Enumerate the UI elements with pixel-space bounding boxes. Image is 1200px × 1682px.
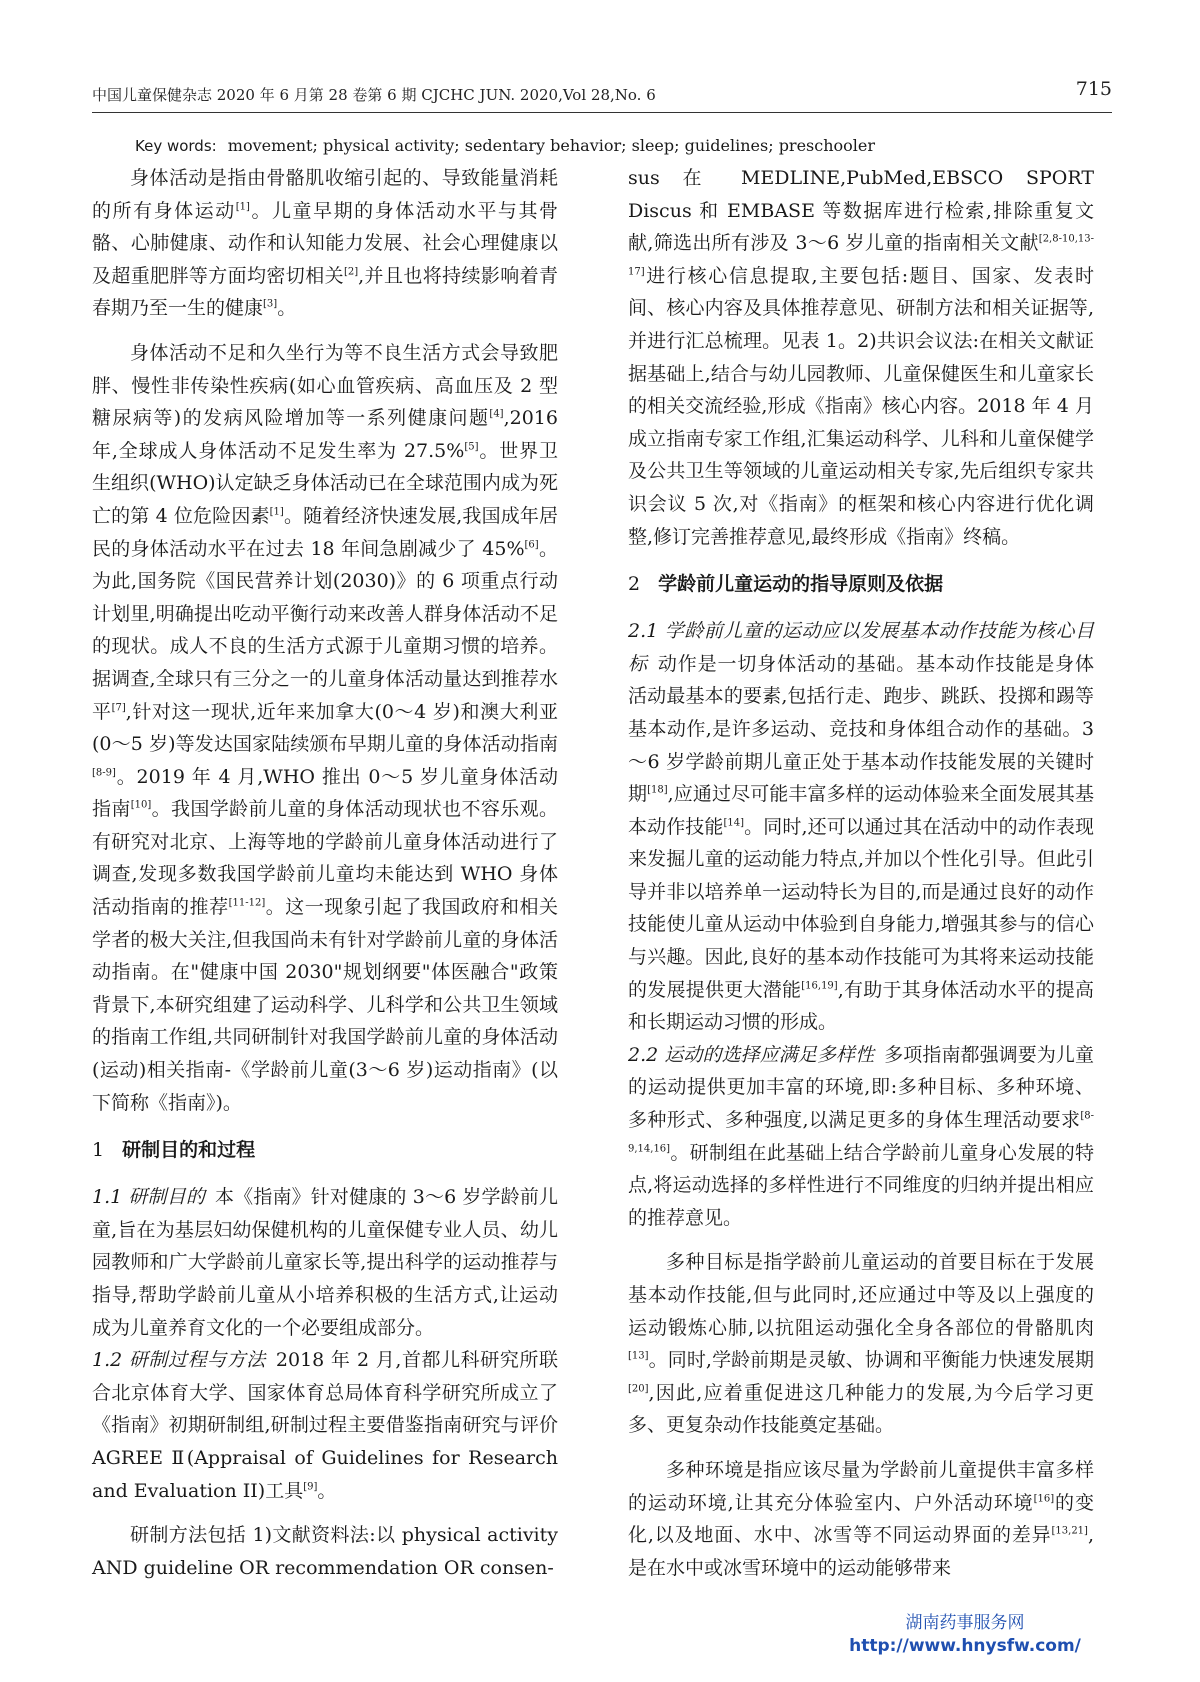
site-watermark: [840, 1612, 1090, 1658]
watermark-site-name: 湖南药事服务网: [905, 1613, 1025, 1633]
citation: [8-9]: [92, 767, 116, 779]
subsection-label: 2.2 运动的选择应满足多样性: [628, 1043, 875, 1066]
keywords-label: Key words:: [135, 137, 217, 155]
subsection-label: 1.2 研制过程与方法: [92, 1349, 266, 1372]
citation: [20]: [628, 1383, 649, 1395]
citation: [18]: [647, 784, 668, 796]
header-rule: [92, 112, 1112, 113]
citation: [2]: [343, 266, 359, 278]
environment-paragraph: 多种环境是指应该尽量为学龄前儿童提供丰富多样的运动环境,让其充分体验室内、户外活动环境[16]的变化,以及地面、水中、冰雪等不同运动界面的差异[13,21],是在水中或冰雪环境中的运动能够带来: [628, 1458, 1094, 1579]
citation: [3]: [263, 299, 278, 311]
citation: [16,19]: [801, 980, 838, 992]
citation: [6]: [524, 539, 539, 551]
subsection-label: 1.1 研制目的: [92, 1186, 206, 1209]
citation: [2,8-10,13-17]: [628, 233, 1094, 278]
running-header: [92, 78, 1112, 112]
citation: [10]: [130, 799, 152, 811]
citation: [11-12]: [228, 897, 266, 909]
section-heading-1: 1 研制目的和过程: [92, 1139, 256, 1162]
intro-paragraph-2: 身体活动不足和久坐行为等不良生活方式会导致肥胖、慢性非传染性疾病(如心血管疾病、高血压及 2 型糖尿病等)的发病风险增加等一系列健康问题[4],2016 年,全球成人身体活动不足发生率为 27.5%[5]。世界卫生组织(WHO)认定缺乏身体活动已在全球范围内成为死亡的第 4 位危险因素[1]。随着经济快速发展,我国成年居民的身体活动水平在过去 18 年间急剧减少了 45%[6]。为此,国务院《国民营养计划(2030)》的 6 项重点行动计划里,明确提出吃动平衡行动来改善人群身体活动不足的现状。成人不良的生活方式源于儿童期习惯的培养。据调查,全球只有三分之一的儿童身体活动量达到推荐水平[7],针对这一现状,近年来加拿大(0～4 岁)和澳大利亚(0～5 岁)等发达国家陆续颁布早期儿童的身体活动指南[8-9]。2019 年 4 月,WHO 推出 0～5 岁儿童身体活动指南[10]。我国学龄前儿童的身体活动现状也不容乐观。有研究对北京、上海等地的学龄前儿童身体活动进行了调查,发现多数我国学龄前儿童均未能达到 WHO 身体活动指南的推荐[11-12]。这一现象引起了我国政府和相关学者的极大关注,但我国尚未有针对学龄前儿童的身体活动指南。在"健康中国 2030"规划纲要"体医融合"政策背景下,本研究组建了运动科学、儿科学和公共卫生领域的指南工作组,共同研制针对我国学龄前儿童的身体活动(运动)相关指南-《学龄前儿童(3～6 岁)运动指南》(以下简称《指南》)。: [92, 341, 559, 1114]
right-column: [628, 162, 1094, 1584]
journal-info: 中国儿童保健杂志 2020 年 6 月第 28 卷第 6 期 CJCHC JUN. 2020,Vol 28,No. 6: [92, 86, 656, 104]
section-heading-2: 2 学龄前儿童运动的指导原则及依据: [628, 573, 944, 596]
subsection-2-1: 2.1 学龄前儿童的运动应以发展基本动作技能为核心目标 动作是一切身体活动的基础。基本动作技能是身体活动最基本的要素,包括行走、跑步、跳跃、投掷和踢等基本动作,是许多运动、竞技和身体组合动作的基础。3～6 岁学龄前期儿童正处于基本动作技能发展的关键时期[18],应通过尽可能丰富多样的运动体验来全面发展其基本动作技能[14]。同时,还可以通过其在活动中的动作表现来发掘儿童的运动能力特点,并加以个性化引导。但此引导并非以培养单一运动特长为目的,而是通过良好的动作技能使儿童从运动中体验到自身能力,增强其参与的信心与兴趣。因此,良好的基本动作技能可为其将来运动技能的发展提供更大潜能[16,19],有助于其身体活动水平的提高和长期运动习惯的形成。: [628, 620, 1094, 1034]
methods-continued: sus 在 MEDLINE,PubMed,EBSCO SPORT Discus 和 EMBASE 等数据库进行检索,排除重复文献,筛选出所有涉及 3～6 岁儿童的指南相关文献[2,8-10,13-17]进行核心信息提取,主要包括:题目、国家、发表时间、核心内容及具体推荐意见、研制方法和相关证据等,并进行汇总梳理。见表 1。2)共识会议法:在相关文献证据基础上,结合与幼儿园教师、儿童保健医生和儿童家长的相关交流经验,形成《指南》核心内容。2018 年 4 月成立指南专家工作组,汇集运动科学、儿科和儿童保健学及公共卫生等领域的儿童运动相关专家,先后组织专家共识会议 5 次,对《指南》的框架和核心内容进行优化调整,修订完善推荐意见,最终形成《指南》终稿。: [628, 167, 1094, 548]
subsection-1-2: 1.2 研制过程与方法 2018 年 2 月,首都儿科研究所联合北京体育大学、国家体育总局体育科学研究所成立了《指南》初期研制组,研制过程主要借鉴指南研究与评价 AGREE Ⅱ(Appraisal of Guidelines for Research and Evaluation II)工具[9]。: [92, 1349, 558, 1502]
methods-paragraph: 研制方法包括 1)文献资料法:以 physical activity AND guideline OR recommendation OR consen-: [92, 1524, 558, 1579]
subsection-label: 2.1 学龄前儿童的运动应以发展基本动作技能为核心目标: [628, 620, 1094, 675]
citation: [4]: [489, 408, 504, 420]
keywords-text: movement; physical activity; sedentary behavior; sleep; guidelines; preschooler: [227, 136, 876, 155]
citation: [1]: [269, 506, 284, 518]
citation: [8-9,14,16]: [628, 1110, 1094, 1155]
citation: [16]: [1033, 1493, 1055, 1505]
keywords-line: [135, 136, 1115, 155]
citation: [9]: [303, 1481, 318, 1493]
watermark-url[interactable]: http://www.hnysfw.com/: [849, 1636, 1081, 1656]
citation: [1]: [235, 201, 250, 213]
left-column: [92, 162, 558, 1584]
goals-paragraph: 多种目标是指学龄前儿童运动的首要目标在于发展基本动作技能,但与此同时,还应通过中等及以上强度的运动锻炼心肺,以抗阻运动强化全身各部位的骨骼肌肉[13]。同时,学龄前期是灵敏、协调和平衡能力快速发展期[20],因此,应着重促进这几种能力的发展,为今后学习更多、更复杂动作技能奠定基础。: [628, 1251, 1094, 1437]
subsection-2-2: 2.2 运动的选择应满足多样性 多项指南都强调要为儿童的运动提供更加丰富的环境,即:多种目标、多种环境、多种形式、多种强度,以满足更多的身体生理活动要求[8-9,14,16]。研制组在此基础上结合学龄前儿童身心发展的特点,将运动选择的多样性进行不同维度的归纳并提出相应的推荐意见。: [628, 1043, 1094, 1229]
subsection-1-1: 1.1 研制目的 本《指南》针对健康的 3～6 岁学龄前儿童,旨在为基层妇幼保健机构的儿童保健专业人员、幼儿园教师和广大学龄前儿童家长等,提出科学的运动推荐与指导,帮助学龄前儿童从小培养积极的生活方式,让运动成为儿童养育文化的一个必要组成部分。: [92, 1186, 558, 1339]
citation: [13]: [628, 1350, 649, 1362]
citation: [7]: [111, 702, 126, 714]
citation: [5]: [464, 441, 479, 453]
citation: [13,21]: [1051, 1525, 1088, 1537]
citation: [14]: [723, 817, 745, 829]
page-number: 715: [1075, 78, 1112, 100]
intro-paragraph-1: 身体活动是指由骨骼肌收缩引起的、导致能量消耗的所有身体运动[1]。儿童早期的身体活动水平与其骨骼、心肺健康、动作和认知能力发展、社会心理健康以及超重肥胖等方面均密切相关[2],并且也将持续影响着青春期乃至一生的健康[3]。: [92, 167, 558, 320]
